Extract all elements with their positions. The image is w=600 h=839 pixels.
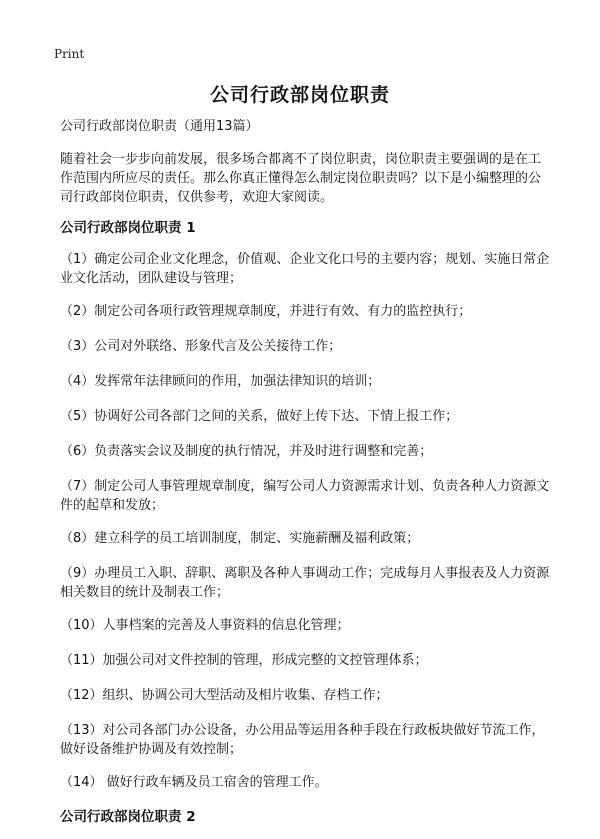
duty-item-7: （7）制定公司人事管理规章制度，编写公司人力资源需求计划、负责各种人力资源文件的起草和发放； — [60, 479, 550, 513]
duty-item-6: （6）负责落实会议及制度的执行情况，并及时进行调整和完善； — [60, 444, 433, 459]
duty-item-9: （9）办理员工入职、辞职、离职及各种人事调动工作；完成每月人事报表及人力资源相关数目的统计及制表工作； — [60, 566, 550, 600]
document-subtitle: 公司行政部岗位职责（通用13篇） — [60, 119, 259, 134]
document-body — [60, 118, 550, 839]
duty-item-12: （12）组织、协调公司大型活动及相片收集、存档工作； — [60, 688, 389, 703]
duty-item-3: （3）公司对外联络、形象代言及公关接待工作； — [60, 339, 342, 354]
duty-item-2: （2）制定公司各项行政管理规章制度，并进行有效、有力的监控执行； — [60, 304, 472, 319]
duty-item-5: （5）协调好公司各部门之间的关系，做好上传下达、下情上报工作； — [60, 409, 459, 424]
intro-paragraph: 随着社会一步步向前发展，很多场合都离不了岗位职责，岗位职责主要强调的是在工作范围内所应尽的责任。那么你真正懂得怎么制定岗位职责吗？以下是小编整理的公司行政部岗位职责，仅供参考，欢迎大家阅读。 — [60, 152, 542, 205]
duty-item-1: （1）确定公司企业文化理念，价值观、企业文化口号的主要内容；规划、实施日常企业文化活动，团队建设与管理； — [60, 252, 550, 286]
duty-item-10: （10）人事档案的完善及人事资料的信息化管理； — [60, 618, 350, 633]
section-heading-1: 公司行政部岗位职责 1 — [60, 220, 196, 236]
duty-item-4: （4）发挥常年法律顾问的作用，加强法律知识的培训； — [60, 374, 381, 389]
duty-item-13: （13）对公司各部门办公设备，办公用品等运用各种手段在行政板块做好节流工作，做好设备维护协调及有效控制； — [60, 723, 545, 757]
duty-item-11: （11）加强公司对文件控制的管理，形成完整的文控管理体系； — [60, 653, 428, 668]
duty-item-14: （14） 做好行政车辆及员工宿舍的管理工作。 — [60, 775, 328, 790]
section-heading-2: 公司行政部岗位职责 2 — [60, 809, 196, 825]
duty-item-8: （8）建立科学的员工培训制度，制定、实施薪酬及福利政策； — [60, 531, 420, 546]
page-title: 公司行政部岗位职责 — [209, 84, 390, 106]
print-link[interactable]: Print — [54, 47, 85, 61]
